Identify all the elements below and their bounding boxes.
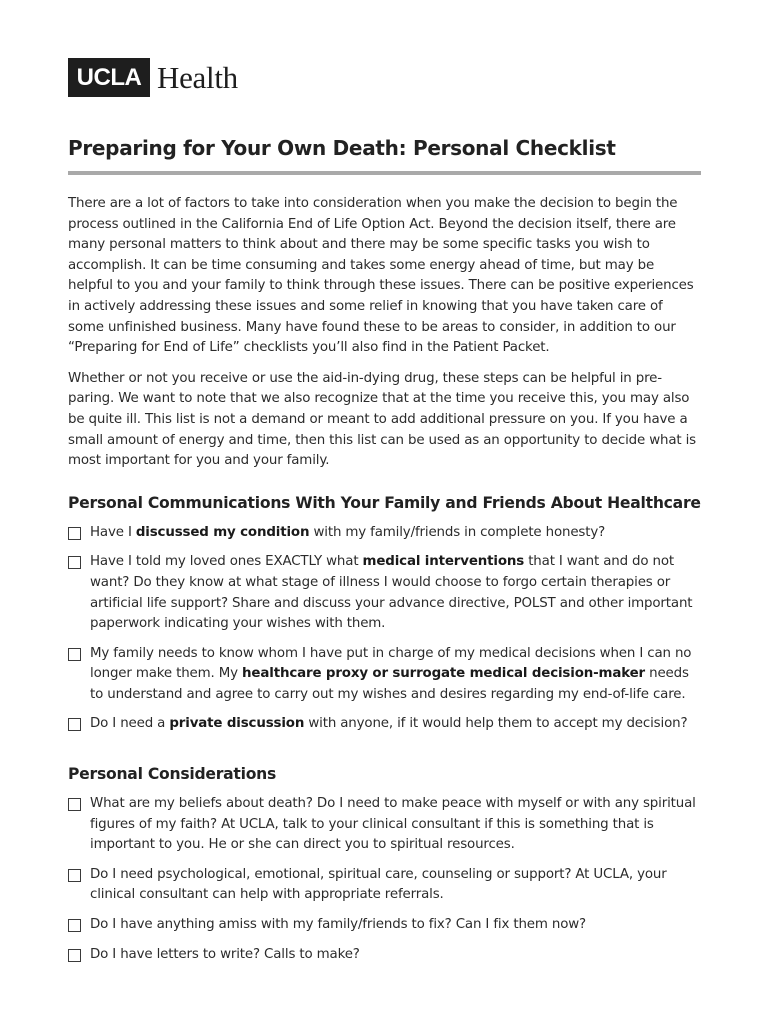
checklist-item-text: Have I discussed my condition with my family/friends in complete honesty?: [90, 524, 606, 540]
checklist-item-text: Do I need psychological, emotional, spiritual care, counseling or support? At UCLA, your clinical consultant can help with appropriate referrals.: [90, 866, 667, 903]
checklist-item-text: Do I need a private discussion with anyone, if it would help them to accept my decision?: [90, 716, 688, 732]
ucla-health-logo: [68, 58, 238, 97]
logo-wordmark: Health: [157, 60, 238, 95]
checkbox[interactable]: [68, 527, 81, 540]
checklist-item: [68, 644, 701, 706]
section-heading-communications: Personal Communications With Your Family and Friends About Healthcare: [68, 493, 701, 512]
checkbox[interactable]: [68, 718, 81, 731]
checkbox[interactable]: [68, 869, 81, 882]
checklist-item-text: My family needs to know whom I have put in charge of my medical decisions when I can no longer make them. My healthcare proxy or surrogate medical decision-maker needs to understand and agree to carry out my wishes and desires regarding my end-of-life care.: [90, 645, 692, 702]
section-heading-personal-considerations: Personal Considerations: [68, 765, 277, 784]
checklist-item: [68, 552, 701, 634]
intro-paragraph-2: Whether or not you receive or use the aid-in-dying drug, these steps can be helpful in pre-paring. We want to note that we also recognize that at the time you receive this, you may also be quite ill. This list is not a demand or meant to add additional pressure on you. If you have a small amount of energy and time, then this list can be used as an opportunity to decide what is most important for you and your family.: [68, 370, 697, 469]
logo-mark: UCLA: [68, 58, 150, 97]
document-body: [68, 194, 701, 974]
checkbox[interactable]: [68, 949, 81, 962]
checklist-item: [68, 714, 701, 735]
checklist-item: [68, 915, 701, 936]
checklist-item-text: Do I have anything amiss with my family/friends to fix? Can I fix them now?: [90, 917, 587, 933]
checkbox[interactable]: [68, 556, 81, 569]
checklist-item: [68, 794, 701, 856]
checklist-item: [68, 865, 701, 906]
checklist-item-text: Have I told my loved ones EXACTLY what medical interventions that I want and do not want? Do they know at what stage of illness I would choose to forgo certain therapies or artificial life support? Share and discuss your advance directive, POLST and other important paperwork indicating your wishes with them.: [90, 554, 693, 632]
intro-paragraph-1: There are a lot of factors to take into consideration when you make the decision to begin the process outlined in the California End of Life Option Act. Beyond the decision itself, there are many personal matters to think about and there may be some specific tasks you wish to accomplish. It can be time consuming and takes some energy ahead of time, but may be helpful to you and your family to think through these issues. There can be positive experiences in actively addressing these issues and some relief in knowing that you have taken care of some unfinished business. Many have found these to be areas to consider, in addition to our “Preparing for End of Life” checklists you’ll also find in the Patient Packet.: [68, 196, 694, 356]
title-divider: [68, 171, 701, 175]
checklist-item: [68, 945, 701, 966]
checkbox[interactable]: [68, 798, 81, 811]
checklist-item-text: Do I have letters to write? Calls to make?: [90, 946, 360, 962]
checklist-item-text: What are my beliefs about death? Do I need to make peace with myself or with any spiritual figures of my faith? At UCLA, talk to your clinical consultant if this is something that is important to you. He or she can direct you to spiritual resources.: [90, 796, 696, 853]
page-title: Preparing for Your Own Death: Personal Checklist: [68, 136, 616, 160]
checkbox[interactable]: [68, 919, 81, 932]
checkbox[interactable]: [68, 648, 81, 661]
checklist-item: [68, 523, 701, 544]
